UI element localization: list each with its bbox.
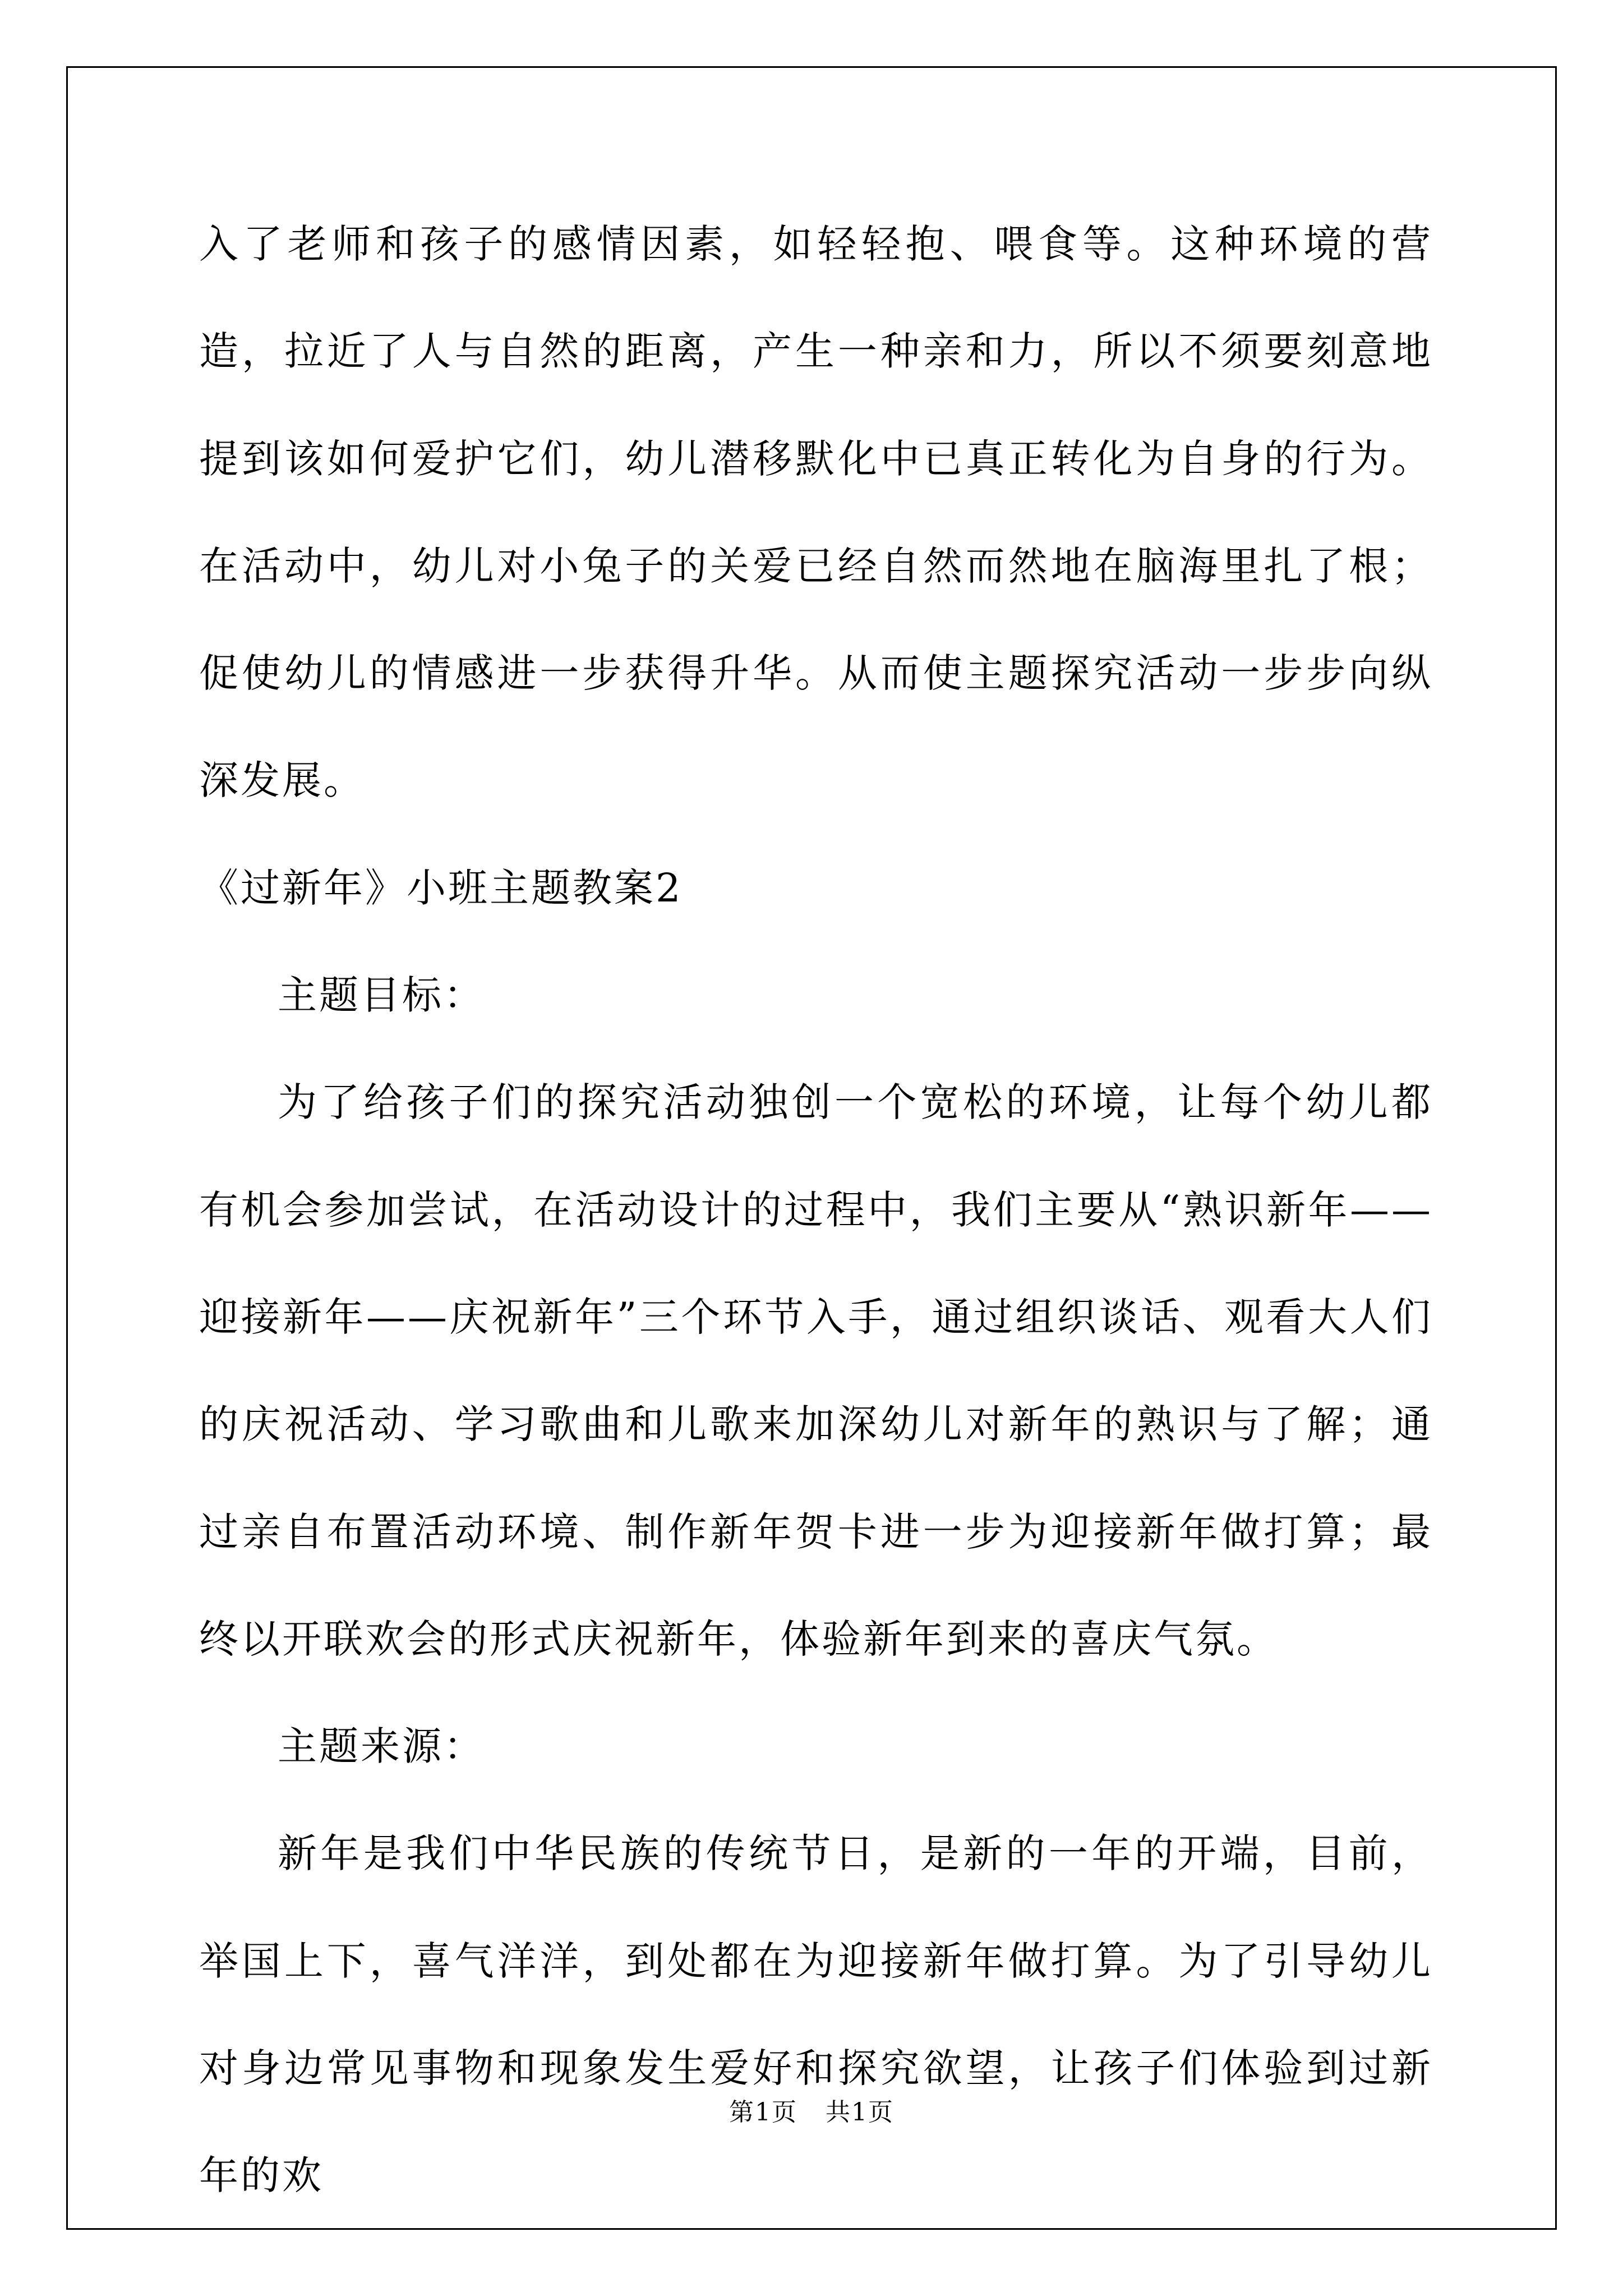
- paragraph-source: 新年是我们中华民族的传统节日，是新的一年的开端，目前，举国上下，喜气洋洋，到处都在为迎接新年做打算。为了引导幼儿对身边常见事物和现象发生爱好和探究欲望，让孩子们体验到过新年的欢: [199, 1830, 1433, 2199]
- subheading-goals: 主题目标：: [278, 972, 485, 1019]
- subheading-source: 主题来源：: [278, 1723, 485, 1770]
- paragraph-goals: 为了给孩子们的探究活动独创一个宽松的环境，让每个幼儿都有机会参加尝试，在活动设计的过程中，我们主要从“熟识新年——迎接新年——庆祝新年”三个环节入手，通过组织谈话、观看大人们的庆祝活动、学习歌曲和儿歌来加深幼儿对新年的熟识与了解；通过亲自布置活动环境、制作新年贺卡进一步为迎接新年做打算；最终以开联欢会的形式庆祝新年，体验新年到来的喜庆气氛。: [199, 1079, 1433, 1662]
- page-footer: [0, 2096, 1623, 2129]
- section-heading: 《过新年》小班主题教案2: [199, 864, 683, 911]
- paragraph-continuation: 入了老师和孩子的感情因素，如轻轻抱、喂食等。这种环境的营造，拉近了人与自然的距离，产生一种亲和力，所以不须要刻意地提到该如何爱护它们，幼儿潜移默化中已真正转化为自身的行为。在活动中，幼儿对小兔子的关爱已经自然而然地在脑海里扎了根；促使幼儿的情感进一步获得升华。从而使主题探究活动一步步向纵深发展。: [199, 221, 1433, 804]
- page-total: 共1页: [826, 2098, 894, 2127]
- page-number: 第1页: [729, 2098, 797, 2127]
- document-body: [199, 191, 1433, 2230]
